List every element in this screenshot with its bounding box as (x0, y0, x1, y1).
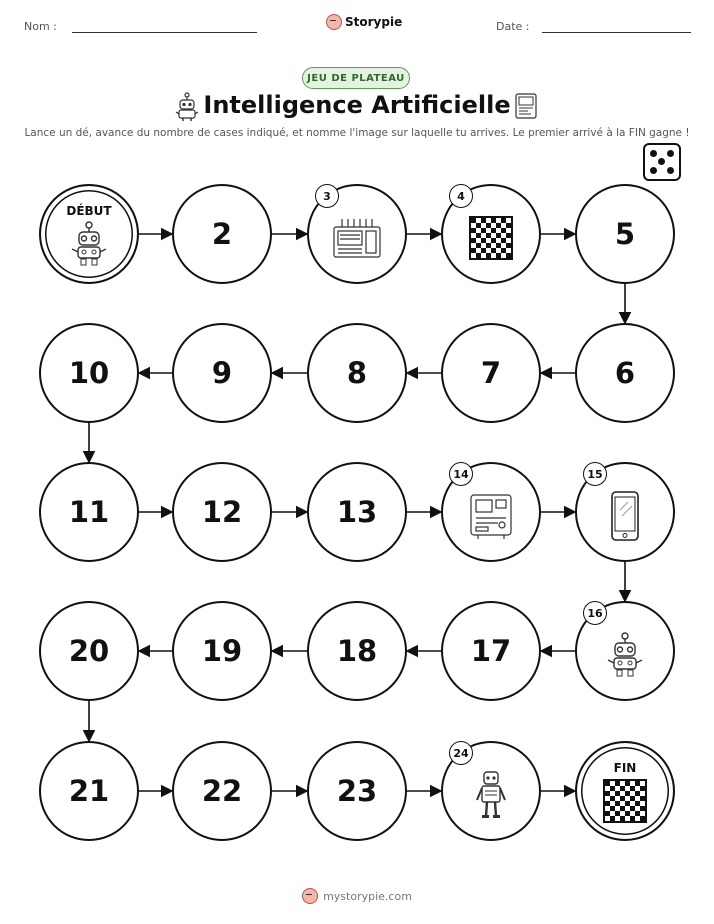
board-cell (39, 741, 139, 841)
cell-number: 7 (480, 356, 502, 390)
date-label: Date : (496, 20, 530, 33)
footer-url: mystorypie.com (323, 889, 412, 903)
name-label: Nom : (24, 20, 57, 33)
cell-number: 10 (68, 356, 110, 390)
cell-number: 20 (68, 634, 110, 668)
board-cell (575, 323, 675, 423)
board-cell (172, 184, 272, 284)
cell-number: 21 (68, 774, 110, 808)
mascot-icon (302, 888, 318, 904)
board-cell (575, 184, 675, 284)
board-cell (172, 601, 272, 701)
board-cell (441, 741, 541, 841)
instructions: Lance un dé, avance du nombre de cases indiqué, et nomme l'image sur laquelle tu arrives. Le premier arrivé à la FIN gagne ! (24, 127, 690, 139)
page-title: Intelligence Artificielle (203, 91, 511, 119)
cell-number: 5 (614, 217, 636, 251)
board-cell (307, 741, 407, 841)
board-cell (441, 323, 541, 423)
board-cell (307, 323, 407, 423)
cell-number: 19 (201, 634, 243, 668)
cell-number: 13 (336, 495, 378, 529)
cell-number-badge: 15 (583, 462, 607, 486)
cell-number: 9 (211, 356, 233, 390)
board-cell (307, 184, 407, 284)
cell-number: 8 (346, 356, 368, 390)
game-badge: JEU DE PLATEAU (302, 67, 410, 89)
board-cell (39, 323, 139, 423)
cell-number: 12 (201, 495, 243, 529)
brand-name: Storypie (345, 15, 403, 29)
cell-label: FIN (613, 761, 637, 775)
cell-number-badge: 24 (449, 741, 473, 765)
cell-number: 17 (470, 634, 512, 668)
cell-number-badge: 16 (583, 601, 607, 625)
board-cell (172, 462, 272, 562)
cell-number: 18 (336, 634, 378, 668)
board-cell (307, 462, 407, 562)
cell-number-badge: 14 (449, 462, 473, 486)
cell-number: 6 (614, 356, 636, 390)
cell-number: 11 (68, 495, 110, 529)
cell-number-badge: 4 (449, 184, 473, 208)
board-cell (441, 601, 541, 701)
board-cell (39, 462, 139, 562)
board-cell (441, 462, 541, 562)
cell-number: 2 (211, 217, 233, 251)
cell-label: DÉBUT (66, 204, 112, 218)
board-cell (307, 601, 407, 701)
board-cell (39, 184, 139, 284)
board-cell (575, 462, 675, 562)
board-cell (575, 601, 675, 701)
cell-number: 22 (201, 774, 243, 808)
board-cell (39, 601, 139, 701)
board-cell (575, 741, 675, 841)
board-cell (172, 323, 272, 423)
board-cell (441, 184, 541, 284)
cell-number-badge: 3 (315, 184, 339, 208)
board-cell (172, 741, 272, 841)
footer (0, 888, 714, 904)
cell-number: 23 (336, 774, 378, 808)
